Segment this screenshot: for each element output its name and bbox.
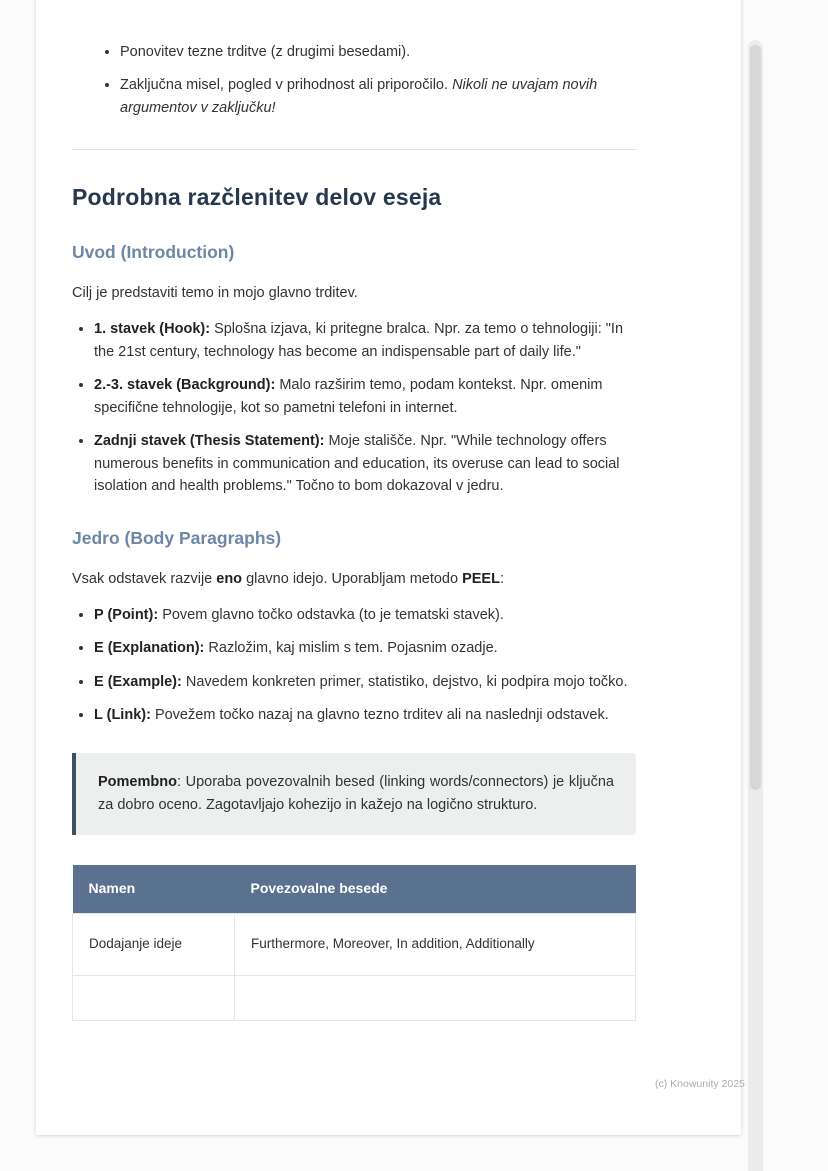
list-item-label: P (Point): <box>94 606 159 623</box>
list-item <box>94 604 636 626</box>
body-lead <box>72 568 636 590</box>
list-item-text: Zaključna misel, pogled v prihodnost ali priporočilo. <box>120 77 453 94</box>
list-item <box>94 430 636 497</box>
linking-words-table <box>72 865 636 1021</box>
peel-list <box>72 604 636 727</box>
main-heading: Podrobna razčlenitev delov eseja <box>72 184 442 211</box>
list-item-label: 1. stavek (Hook): <box>94 321 211 338</box>
important-callout <box>72 753 636 835</box>
list-item <box>94 671 636 693</box>
callout-text: : Uporaba povezovalnih besed (linking words/connectors) je ključna za dobro oceno. Zagotavljajo kohezijo in kažejo na logično strukturo. <box>98 773 614 814</box>
list-item-label: 2.-3. stavek (Background): <box>94 377 276 394</box>
list-item-label: L (Link): <box>94 707 151 724</box>
list-item <box>94 704 636 726</box>
list-item-label: E (Example): <box>94 673 182 690</box>
lead-text: glavno idejo. Uporabljam metodo <box>242 570 463 587</box>
list-item-text: Povem glavno točko odstavka (to je tematski stavek). <box>158 606 504 623</box>
list-item-text: Povežem točko nazaj na glavno tezno trditev ali na naslednji odstavek. <box>150 707 609 724</box>
intro-lead: Cilj je predstaviti temo in mojo glavno trditev. <box>72 284 358 301</box>
table-row-partial <box>73 975 636 1020</box>
document-page <box>36 0 741 1135</box>
scrollbar-track[interactable] <box>748 40 763 1171</box>
section-divider <box>72 149 636 150</box>
body-heading: Jedro (Body Paragraphs) <box>72 527 282 548</box>
document-content <box>36 0 741 1021</box>
table-cell-besede <box>235 975 636 1020</box>
list-item-text: Ponovitev tezne trditve (z drugimi besedami). <box>120 44 411 60</box>
list-item <box>94 318 636 363</box>
callout-label: Pomembno <box>98 773 177 790</box>
watermark: (c) Knowunity 2025 <box>655 1078 745 1090</box>
list-item-text: Navedem konkreten primer, statistiko, dejstvo, ki podpira mojo točko. <box>181 673 628 690</box>
table-cell-namen: Dodajanje ideje <box>73 913 235 975</box>
table-cell-namen <box>73 975 235 1020</box>
intro-list <box>72 318 636 497</box>
list-item <box>120 74 636 119</box>
table-row <box>73 913 636 975</box>
lead-bold: PEEL <box>462 570 500 587</box>
table-header-povezovalne: Povezovalne besede <box>235 865 636 913</box>
list-item-text: Moje stališče. Npr. "While technology offers numerous benefits in communication and education, its overuse can lead to social isolation and health problems." Točno to bom dokazoval v jedru. <box>94 433 620 495</box>
table-cell-besede: Furthermore, Moreover, In addition, Additionally <box>235 913 636 975</box>
list-item <box>120 41 636 63</box>
conclusion-list <box>72 41 636 119</box>
list-item-text: Splošna izjava, ki pritegne bralca. Npr. za temo o tehnologiji: "In the 21st century, technology has become an indispensable part of daily life." <box>94 321 624 360</box>
list-item-label: Zadnji stavek (Thesis Statement): <box>94 433 325 450</box>
list-item-label: E (Explanation): <box>94 640 205 657</box>
list-item <box>94 637 636 659</box>
intro-heading: Uvod (Introduction) <box>72 242 235 262</box>
lead-text: : <box>499 570 504 587</box>
list-item <box>94 374 636 419</box>
list-item-text: Malo razširim temo, podam kontekst. Npr. omenim specifične tehnologije, kot so pametni telefoni in internet. <box>94 377 603 416</box>
lead-text: Vsak odstavek razvije <box>72 570 217 587</box>
list-item-text: Razložim, kaj mislim s tem. Pojasnim ozadje. <box>204 640 498 657</box>
lead-bold: eno <box>216 570 243 587</box>
list-item-italic-text: Nikoli ne uvajam novih argumentov v zaključku! <box>120 77 598 116</box>
scrollbar-thumb[interactable] <box>750 45 761 790</box>
table-header-namen: Namen <box>73 865 235 913</box>
table-header-row <box>73 865 636 913</box>
